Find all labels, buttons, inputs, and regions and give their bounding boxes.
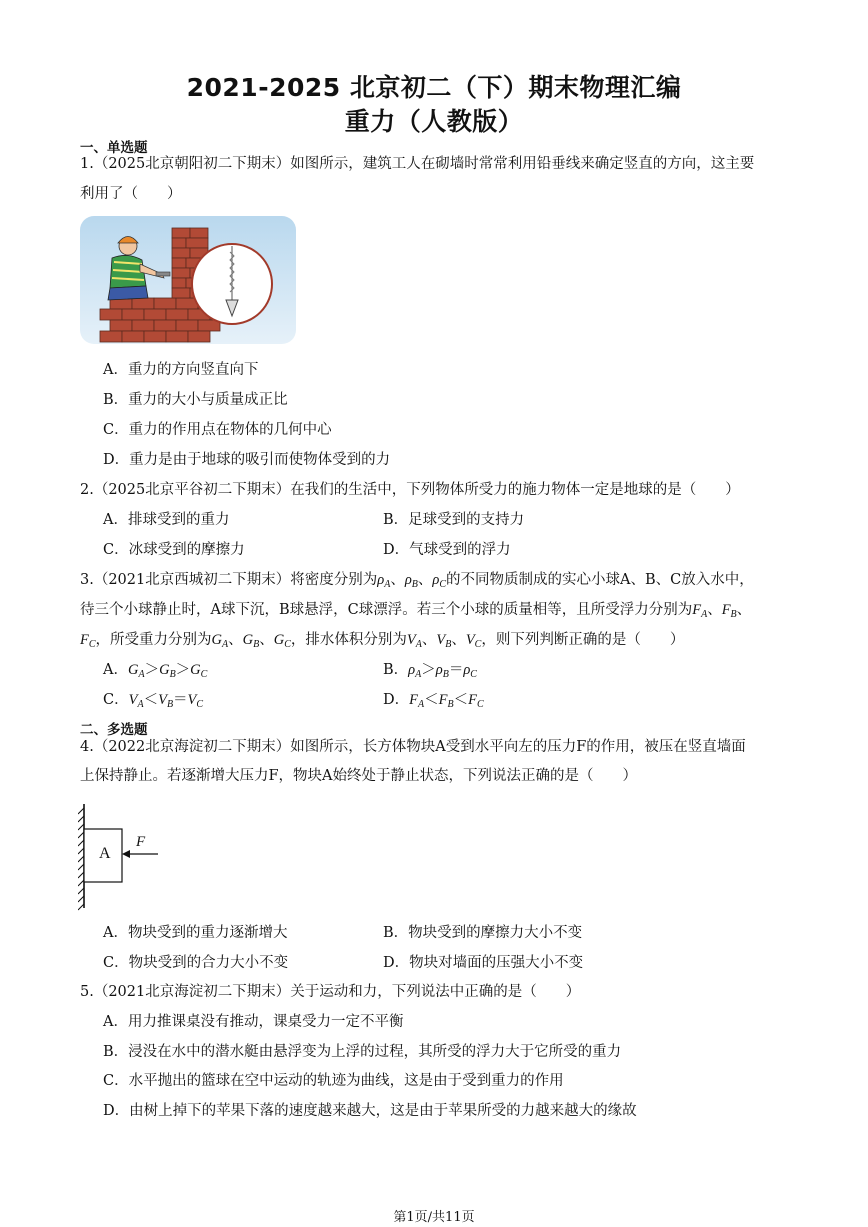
bricklayer-illustration (80, 216, 296, 344)
page-number: 第1页/共11页 (393, 1210, 475, 1225)
section-heading-multi: 二、多选题 (80, 722, 148, 738)
q3-option-a: A．$G_A>G_B>G_C$ (103, 662, 208, 680)
q3-option-b: B．$\rho_A>\rho_B=\rho_C$ (383, 662, 477, 680)
block-label: A (99, 845, 111, 862)
q4-stem-line2: 上保持静止。若逐渐增大压力F，物块A始终处于静止状态，下列说法正确的是（ ） (80, 768, 638, 784)
section-heading-single: 一、单选题 (80, 140, 148, 156)
q1-option-c: C．重力的作用点在物体的几何中心 (103, 422, 332, 438)
q4-option-b: B．物块受到的摩擦力大小不变 (383, 925, 583, 941)
q4-option-d: D．物块对墙面的压强大小不变 (383, 955, 584, 971)
q1-option-d: D．重力是由于地球的吸引而使物体受到的力 (103, 452, 391, 468)
q4-option-c: C．物块受到的合力大小不变 (103, 955, 289, 971)
q5-stem: 5.（2021北京海淀初二下期末）关于运动和力，下列说法中正确的是（ ） (80, 984, 581, 1000)
q5-option-a: A．用力推课桌没有推动，课桌受力一定不平衡 (103, 1014, 404, 1030)
q5-option-d: D．由树上掉下的苹果下落的速度越来越大，这是由于苹果所受的力越来越大的缘故 (103, 1103, 637, 1119)
q1-stem-line1: 1.（2025北京朝阳初二下期末）如图所示，建筑工人在砌墙时常常利用铅垂线来确定竖直的方向，这主要 (80, 156, 755, 172)
page-title-line1: 2021-2025 北京初二（下）期末物理汇编 (186, 73, 682, 102)
page-title-line2: 重力（人教版） (344, 107, 524, 136)
q1-stem-line2: 利用了（ ） (80, 186, 182, 202)
q5-option-b: B．浸没在水中的潜水艇由悬浮变为上浮的过程，其所受的浮力大于它所受的重力 (103, 1044, 622, 1060)
q4-option-a: A．物块受到的重力逐渐增大 (103, 925, 288, 941)
q3-stem-line3: $F_C$，所受重力分别为$G_A$、$G_B$、$G_C$，排水体积分别为$V_A$、$V_B$、$V_C$，则下列判断正确的是（ ） (80, 632, 685, 650)
q2-stem: 2.（2025北京平谷初二下期末）在我们的生活中，下列物体所受力的施力物体一定是地球的是（ ） (80, 482, 740, 498)
q3-stem-line2: 待三个小球静止时，A球下沉，B球悬浮，C球漂浮。若三个小球的质量相等，且所受浮力分别为$F_A$、$F_B$、 (80, 602, 752, 620)
q3-stem-line1: 3.（2021北京西城初二下期末）将密度分别为$\rho_A$、$\rho_B$、$\rho_C$的不同物质制成的实心小球A、B、C放入水中， (80, 572, 754, 590)
q2-option-a: A．排球受到的重力 (103, 512, 230, 528)
block-wall-diagram (78, 800, 168, 912)
force-label: F (136, 834, 146, 850)
q1-option-a: A．重力的方向竖直向下 (103, 362, 259, 378)
q3-option-c: C．$V_A<V_B=V_C$ (103, 692, 204, 710)
q2-option-b: B．足球受到的支持力 (383, 512, 525, 528)
q1-option-b: B．重力的大小与质量成正比 (103, 392, 288, 408)
q2-option-d: D．气球受到的浮力 (383, 542, 511, 558)
q3-option-d: D．$F_A<F_B<F_C$ (383, 692, 484, 710)
q2-option-c: C．冰球受到的摩擦力 (103, 542, 245, 558)
q4-stem-line1: 4.（2022北京海淀初二下期末）如图所示，长方体物块A受到水平向左的压力F的作用，被压在竖直墙面 (80, 739, 746, 755)
q5-option-c: C．水平抛出的篮球在空中运动的轨迹为曲线，这是由于受到重力的作用 (103, 1073, 564, 1089)
